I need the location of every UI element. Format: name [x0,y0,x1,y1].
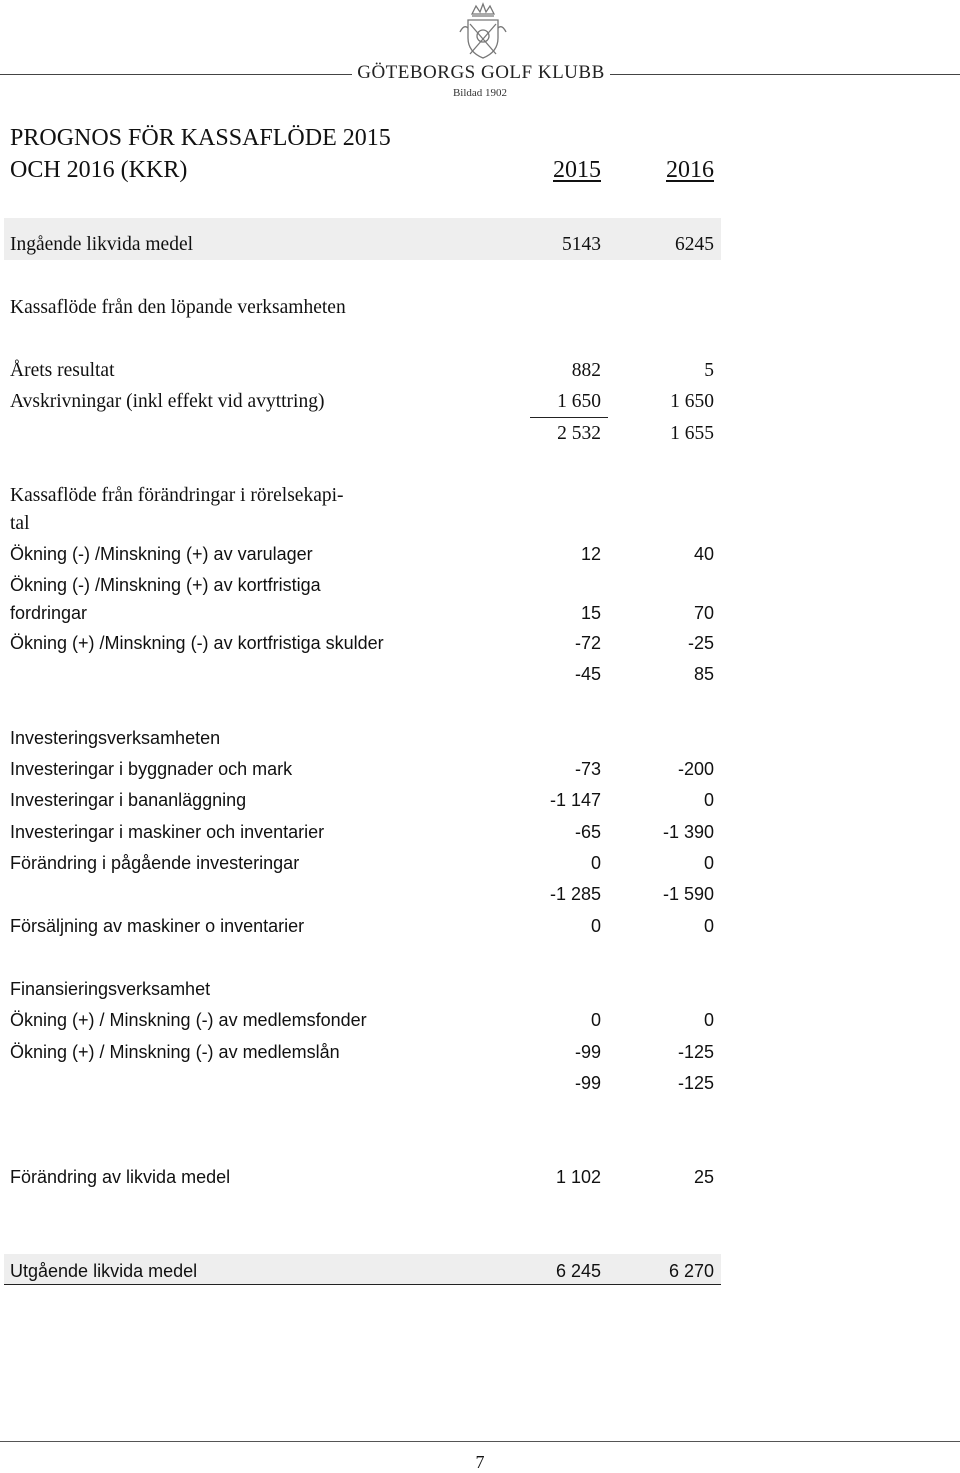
row-depreciation [0,388,960,416]
row-label: Avskrivningar (inkl effekt vid avyttring) [10,391,325,412]
value-2016: -125 [677,1042,714,1062]
section-heading [10,482,344,538]
row-member-funds [0,1006,960,1034]
value-2016: 25 [693,1167,714,1187]
club-founded: Bildad 1902 [452,87,508,99]
row-subtotal-investing [0,880,960,908]
row-label: Investeringar i maskiner och inventarier [10,822,325,842]
value-2016: 5 [704,360,714,381]
title-line-1: PROGNOS FÖR KASSAFLÖDE 2015 [10,125,391,151]
section-working-capital [0,482,960,538]
column-header-2016: 2016 [666,157,714,183]
row-label: Ökning (-) /Minskning (+) av varulager [10,544,313,564]
value-2015: 5143 [562,234,601,255]
row-subtotal-financing [0,1069,960,1097]
row-inventory-change [0,540,960,568]
value-2016: 0 [703,853,714,873]
row-label: Årets resultat [10,360,115,381]
header-rule-left [0,74,352,75]
section-operating-cashflow [0,294,960,322]
row-label-line-1: Ökning (-) /Minskning (+) av kortfristiga [10,575,321,595]
row-label [10,571,321,627]
value-2016: -25 [687,633,714,653]
row-annual-result [0,357,960,385]
column-header-2015: 2015 [553,157,601,183]
value-2016: 40 [693,544,714,564]
value-2016: 85 [693,664,714,684]
value-2016: 6 270 [668,1261,714,1281]
title-line-2: OCH 2016 (KKR) [10,157,188,183]
golf-club-crest-icon [456,2,510,60]
value-2016: 0 [703,790,714,810]
value-2015: -1 147 [549,790,601,810]
value-2015: -99 [574,1042,601,1062]
value-2016: 1 650 [670,391,714,412]
section-financing [0,975,960,1003]
value-2015: -73 [574,759,601,779]
row-payables-change [0,629,960,657]
row-investment-buildings [0,755,960,783]
subtotal-rule [530,417,608,418]
page-title [10,122,391,186]
row-label: Ökning (+) /Minskning (-) av kortfristiga skulder [10,633,384,653]
row-investment-machinery [0,818,960,846]
row-closing-cash [0,1257,960,1285]
value-2015: 15 [580,603,601,623]
closing-rule [4,1284,721,1285]
value-2016: -200 [677,759,714,779]
value-2016: -125 [677,1073,714,1093]
club-name: GÖTEBORGS GOLF KLUBB [357,62,605,83]
value-2015: -65 [574,822,601,842]
row-label: Förändring av likvida medel [10,1167,231,1187]
row-label: Förändring i pågående investeringar [10,853,300,873]
row-label: Investeringar i byggnader och mark [10,759,293,779]
page-header [0,0,960,110]
section-heading: Kassaflöde från den löpande verksamheten [10,297,346,318]
row-label: Investeringar i bananläggning [10,790,247,810]
row-subtotal-operating [0,420,960,448]
value-2016: -1 390 [662,822,714,842]
value-2015: 12 [580,544,601,564]
value-2015: 0 [590,1010,601,1030]
section-heading-line-2: tal [10,513,30,534]
value-2016: 0 [703,916,714,936]
value-2015: 1 102 [555,1167,601,1187]
row-member-loans [0,1038,960,1066]
row-label: Ökning (+) / Minskning (-) av medlemsfonder [10,1010,367,1030]
header-rule-right [610,74,960,75]
value-2016: 70 [693,603,714,623]
row-ongoing-investments [0,849,960,877]
value-2015: 0 [590,916,601,936]
value-2015: -1 285 [549,884,601,904]
value-2016: 1 655 [670,423,714,444]
row-label: Försäljning av maskiner o inventarier [10,916,305,936]
row-label: Utgående likvida medel [10,1261,198,1281]
value-2015: 0 [590,853,601,873]
row-label-line-2: fordringar [10,603,88,623]
section-heading: Investeringsverksamheten [10,728,221,748]
section-heading-line-1: Kassaflöde från förändringar i rörelsekapi- [10,485,344,506]
row-change-in-cash [0,1163,960,1191]
section-heading: Finansieringsverksamhet [10,979,211,999]
row-receivables-change [0,571,960,627]
value-2016: 0 [703,1010,714,1030]
section-investing [0,724,960,752]
value-2015: -45 [574,664,601,684]
value-2015: 1 650 [557,391,601,412]
row-investment-course [0,786,960,814]
value-2016: 6245 [675,234,714,255]
row-label: Ingående likvida medel [10,234,194,255]
row-opening-cash [0,231,960,259]
value-2015: 6 245 [555,1261,601,1281]
value-2016: -1 590 [662,884,714,904]
page-number: 7 [475,1452,485,1472]
row-label: Ökning (+) / Minskning (-) av medlemslån [10,1042,340,1062]
value-2015: 2 532 [557,423,601,444]
footer-rule [0,1441,960,1442]
value-2015: -99 [574,1073,601,1093]
value-2015: -72 [574,633,601,653]
row-subtotal-working-capital [0,660,960,688]
row-sale-machinery [0,912,960,940]
value-2015: 882 [571,360,601,381]
